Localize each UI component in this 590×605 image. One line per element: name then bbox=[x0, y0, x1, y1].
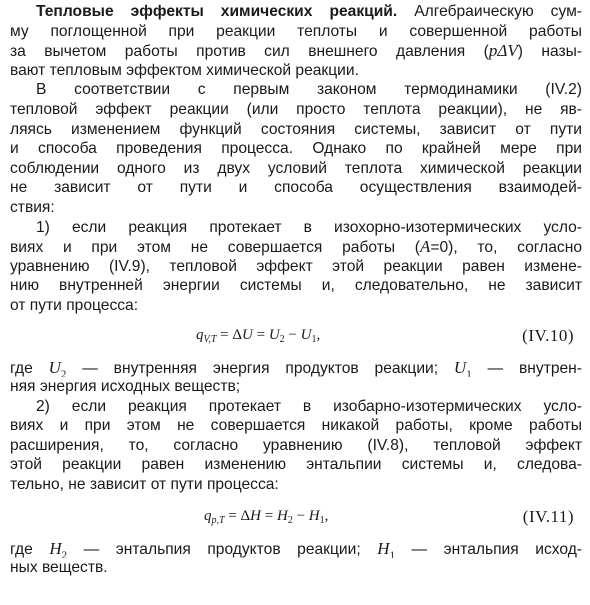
para2-line-7: ствия: bbox=[10, 198, 55, 216]
after1-line-2: няя энергия исходных веществ; bbox=[10, 378, 241, 396]
case1-line-2 bbox=[10, 237, 582, 257]
equation-iv-11 bbox=[10, 495, 582, 539]
intro-line-1 bbox=[10, 2, 582, 22]
para2-line-2: тепловой эффект реакции (или просто теплота реакции), не яв- bbox=[10, 100, 582, 118]
case1-line-2-pre: виях и при этом не совершается работы ( bbox=[10, 239, 420, 257]
intro-line-2: му поглощенной при реакции теплоты и совершенной работы bbox=[10, 22, 582, 40]
para2-line-1: В соответствии с первым законом термодинамики (IV.2) bbox=[36, 81, 582, 99]
intro-line-3-pre: за вычетом работы против сил внешнего давления ( bbox=[10, 43, 489, 61]
math-h1: $H_1$ bbox=[377, 538, 395, 559]
para2-line-5: соблюдении одного из двух условий теплота химической реакции bbox=[10, 159, 582, 177]
intro-line-3 bbox=[10, 41, 582, 61]
case2-line-1: 2) если реакция протекает в изобарно-изотермических усло- bbox=[36, 397, 582, 415]
case1-line-4: нию внутренней энергии системы и, следовательно, не зависит bbox=[10, 277, 582, 295]
equation-iv-11-body: $q_{p,T} = \Delta H = H_2 - H_1$, bbox=[204, 507, 329, 526]
section-title: Тепловые эффекты химических реакций. bbox=[36, 3, 398, 20]
para2-line-3: ляясь изменением функций состояния системы, зависит от пути bbox=[10, 120, 582, 138]
case2-line-2: виях и при этом не совершается никакой работы, кроме работы bbox=[10, 417, 582, 435]
equation-iv-10-body: $q_{V,T} = \Delta U = U_2 - U_1$, bbox=[196, 326, 321, 345]
case2-line-5: тельно, не зависит от пути процесса: bbox=[10, 476, 279, 494]
math-u1: $U_1$ bbox=[453, 357, 472, 378]
math-h2: $H_2$ bbox=[49, 538, 68, 559]
para2-line-4: и способа проведения процесса. Однако по крайней мере при bbox=[10, 140, 582, 158]
case1-line-3: уравнению (IV.9), тепловой эффект этой реакции равен измене- bbox=[10, 257, 582, 275]
case1-line-1: 1) если реакция протекает в изохорно-изотермических усло- bbox=[36, 218, 582, 236]
equation-number-iv-11: (IV.11) bbox=[522, 506, 574, 526]
para2-line-6: не зависит от пути и способа осуществления взаимодей- bbox=[10, 179, 582, 197]
math-u2: $U_2$ bbox=[48, 357, 67, 378]
case1-line-2-eq: =0 bbox=[430, 239, 449, 257]
case1-line-2-post: ), то, согласно bbox=[448, 239, 582, 257]
intro-line-4: вают тепловым эффектом химической реакции. bbox=[10, 61, 359, 79]
equation-iv-10 bbox=[10, 316, 582, 358]
document-page bbox=[10, 2, 582, 578]
case2-line-4: этой реакции равен изменению энтальпии системы и, следова- bbox=[10, 456, 582, 474]
after1-line-1: где $U_2$ — внутренняя энергия продуктов реакции; $U_1$ — внутрен- bbox=[10, 357, 582, 378]
equation-number-iv-10: (IV.10) bbox=[522, 325, 574, 345]
after2-line-2: ных веществ. bbox=[10, 559, 108, 577]
intro-text-1: Алгебраическую сум- bbox=[414, 3, 582, 20]
after2-line-1: где $H_2$ — энтальпия продуктов реакции; $H_1$ — энтальпия исход- bbox=[10, 538, 582, 559]
intro-line-3-post: ) назы- bbox=[517, 43, 582, 61]
math-pdv: pΔV bbox=[488, 41, 518, 61]
case1-line-5: от пути процесса: bbox=[10, 296, 139, 314]
case2-line-3: расширения, то, согласно уравнению (IV.8), тепловой эффект bbox=[10, 436, 582, 454]
math-a: A bbox=[420, 237, 431, 257]
